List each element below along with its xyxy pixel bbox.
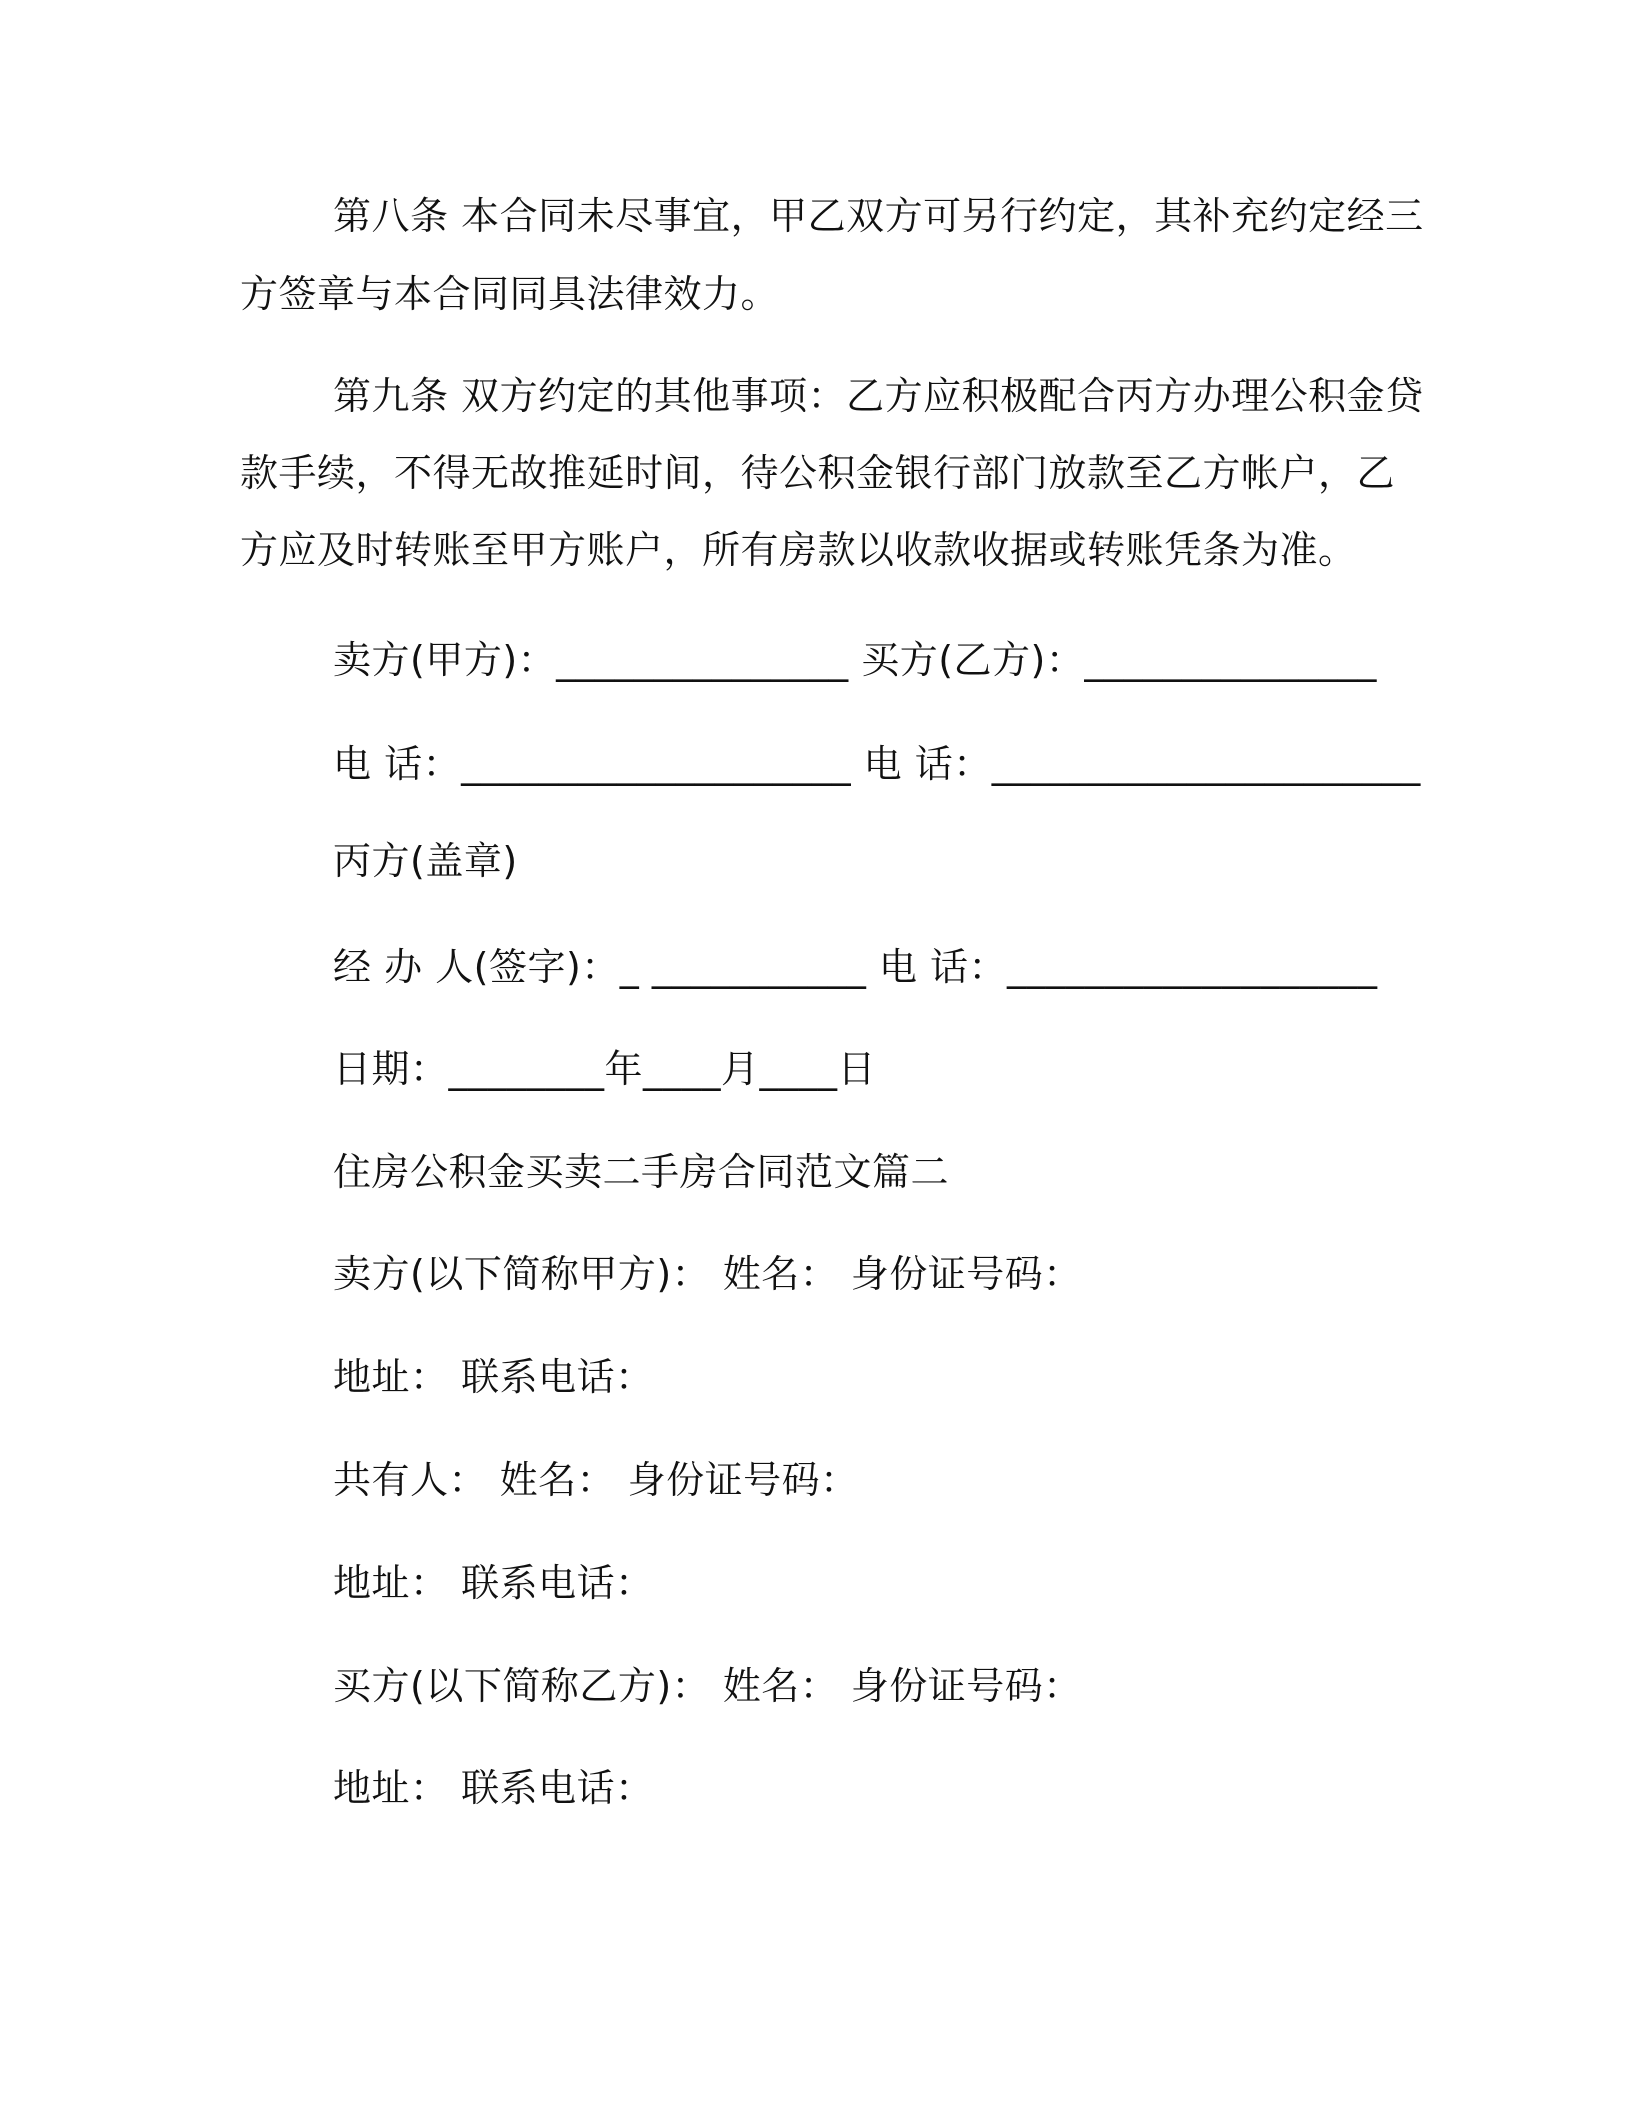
phone-line: 电 话：____________________ 电 话：______________________ xyxy=(333,742,1421,786)
co-owner-info-line: 共有人： 姓名： 身份证号码： xyxy=(333,1458,859,1502)
buyer-address-line: 地址： 联系电话： xyxy=(333,1766,654,1810)
date-line: 日期：________年____月____日 xyxy=(333,1047,877,1091)
article-9-line-2: 款手续，不得无故推延时间，待公积金银行部门放款至乙方帐户，乙 xyxy=(240,451,1396,495)
agent-signature-line: 经 办 人(签字)：_ ___________ 电 话：___________________ xyxy=(333,945,1378,989)
article-9-line-3: 方应及时转账至甲方账户，所有房款以收款收据或转账凭条为准。 xyxy=(240,528,1357,572)
section-title: 住房公积金买卖二手房合同范文篇二 xyxy=(333,1150,950,1194)
co-owner-address-line: 地址： 联系电话： xyxy=(333,1561,654,1605)
party-c-seal-line: 丙方(盖章) xyxy=(333,839,518,883)
seller-buyer-signature-line: 卖方(甲方)：_______________ 买方(乙方)：_______________ xyxy=(333,638,1377,682)
article-8-line-1: 第八条 本合同未尽事宜，甲乙双方可另行约定，其补充约定经三 xyxy=(333,194,1424,238)
seller-info-line: 卖方(以下简称甲方)： 姓名： 身份证号码： xyxy=(333,1252,1082,1296)
article-8-line-2: 方签章与本合同同具法律效力。 xyxy=(240,272,780,316)
buyer-info-line: 买方(以下简称乙方)： 姓名： 身份证号码： xyxy=(333,1664,1082,1708)
seller-address-line: 地址： 联系电话： xyxy=(333,1355,654,1399)
article-9-line-1: 第九条 双方约定的其他事项：乙方应积极配合丙方办理公积金贷 xyxy=(333,374,1424,418)
